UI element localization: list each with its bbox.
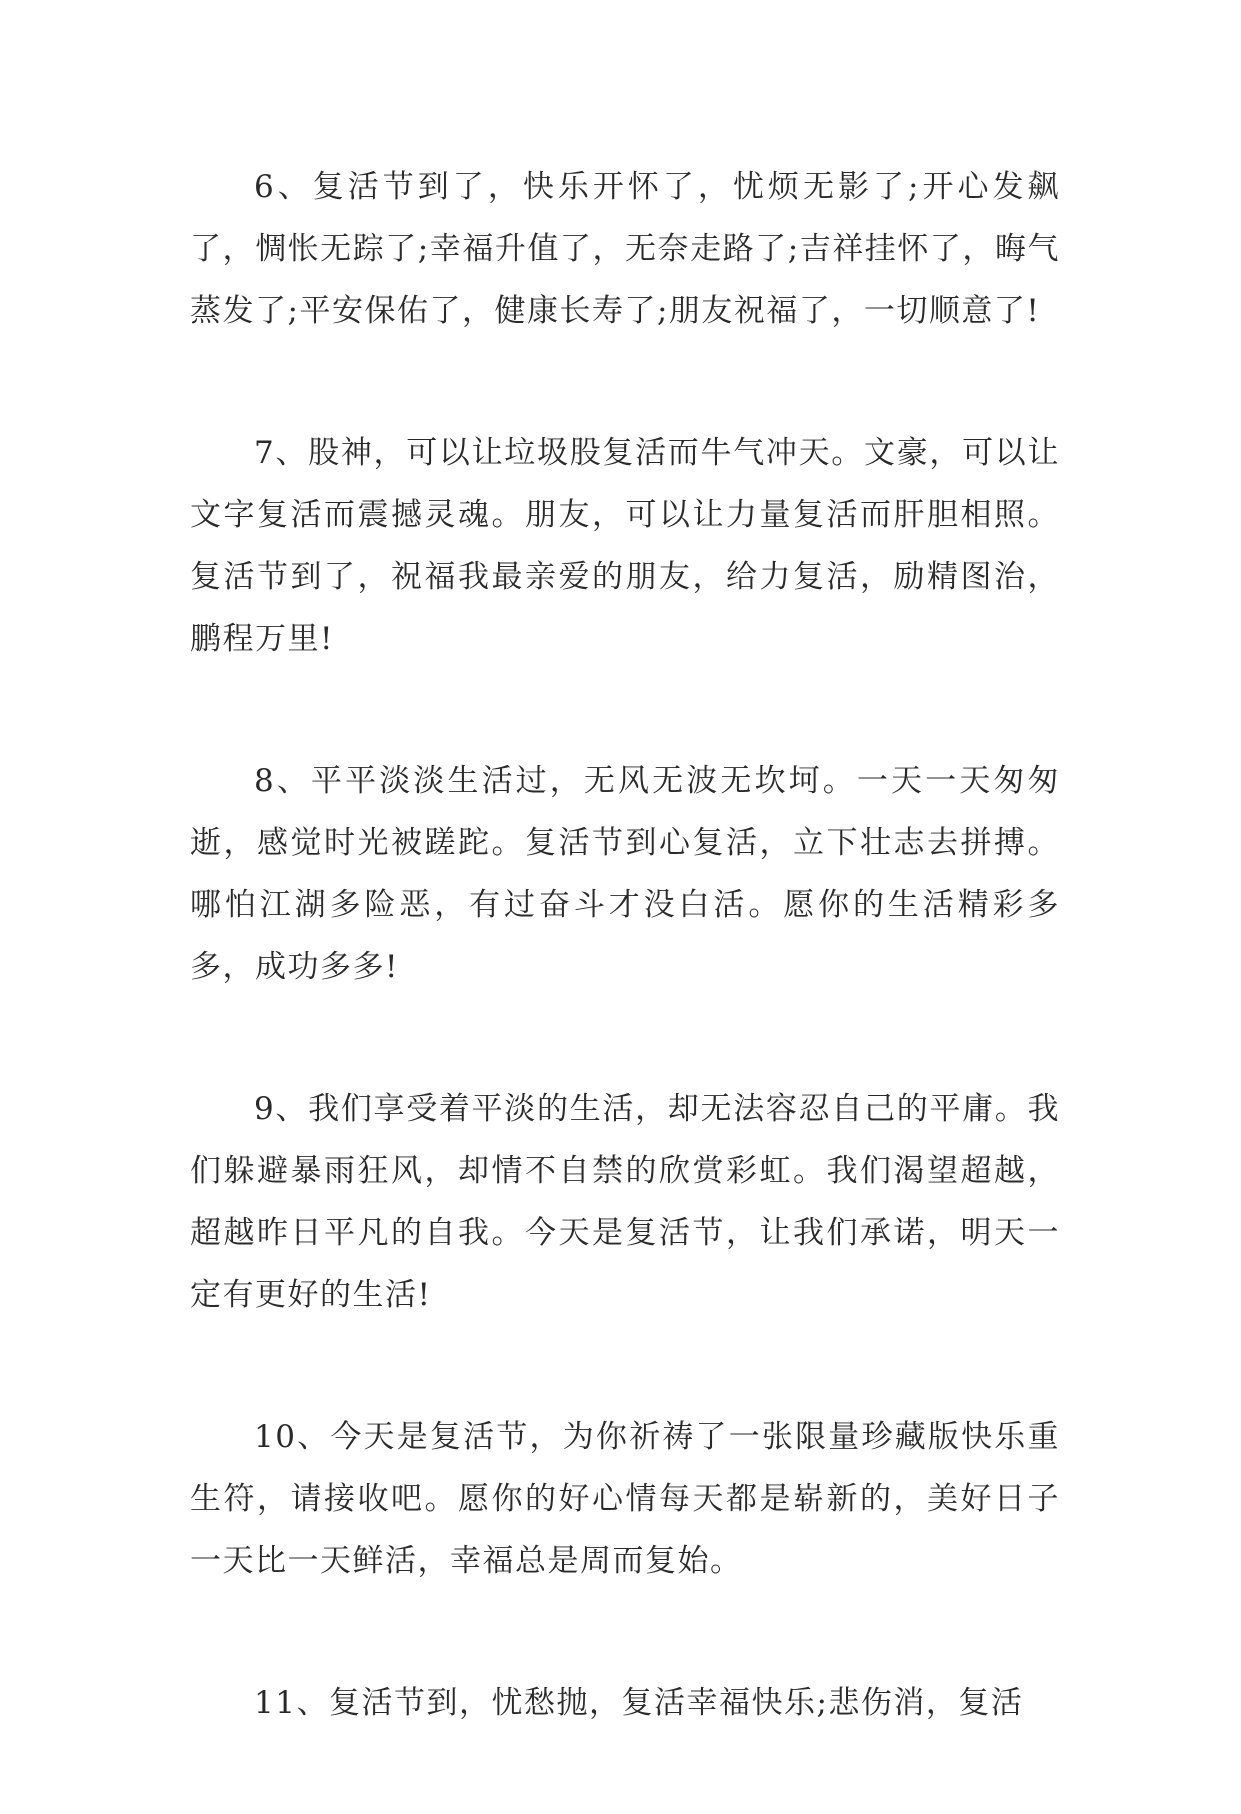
paragraph-6: 6、复活节到了，快乐开怀了，忧烦无影了;开心发飙了，惆怅无踪了;幸福升值了，无奈走路了;吉祥挂怀了，晦气蒸发了;平安保佑了，健康长寿了;朋友祝福了，一切顺意了! xyxy=(190,169,1060,329)
paragraph-7: 7、股神，可以让垃圾股复活而牛气冲天。文豪，可以让文字复活而震撼灵魂。朋友，可以让力量复活而肝胆相照。复活节到了，祝福我最亲爱的朋友，给力复活，励精图治，鹏程万里! xyxy=(190,435,1060,657)
paragraph-9: 9、我们享受着平淡的生活，却无法容忍自己的平庸。我们躲避暴雨狂风，却情不自禁的欣赏彩虹。我们渴望超越，超越昨日平凡的自我。今天是复活节，让我们承诺，明天一定有更好的生活! xyxy=(190,1091,1060,1313)
document-body xyxy=(190,156,1060,1814)
paragraph-8: 8、平平淡淡生活过，无风无波无坎坷。一天一天匆匆逝，感觉时光被蹉跎。复活节到心复活，立下壮志去拼搏。哪怕江湖多险恶，有过奋斗才没白活。愿你的生活精彩多多，成功多多! xyxy=(190,763,1060,985)
paragraph-10: 10、今天是复活节，为你祈祷了一张限量珍藏版快乐重生符，请接收吧。愿你的好心情每天都是崭新的，美好日子一天比一天鲜活，幸福总是周而复始。 xyxy=(190,1419,1060,1579)
paragraph-11: 11、复活节到，忧愁抛，复活幸福快乐;悲伤消，复活 xyxy=(254,1685,1024,1721)
